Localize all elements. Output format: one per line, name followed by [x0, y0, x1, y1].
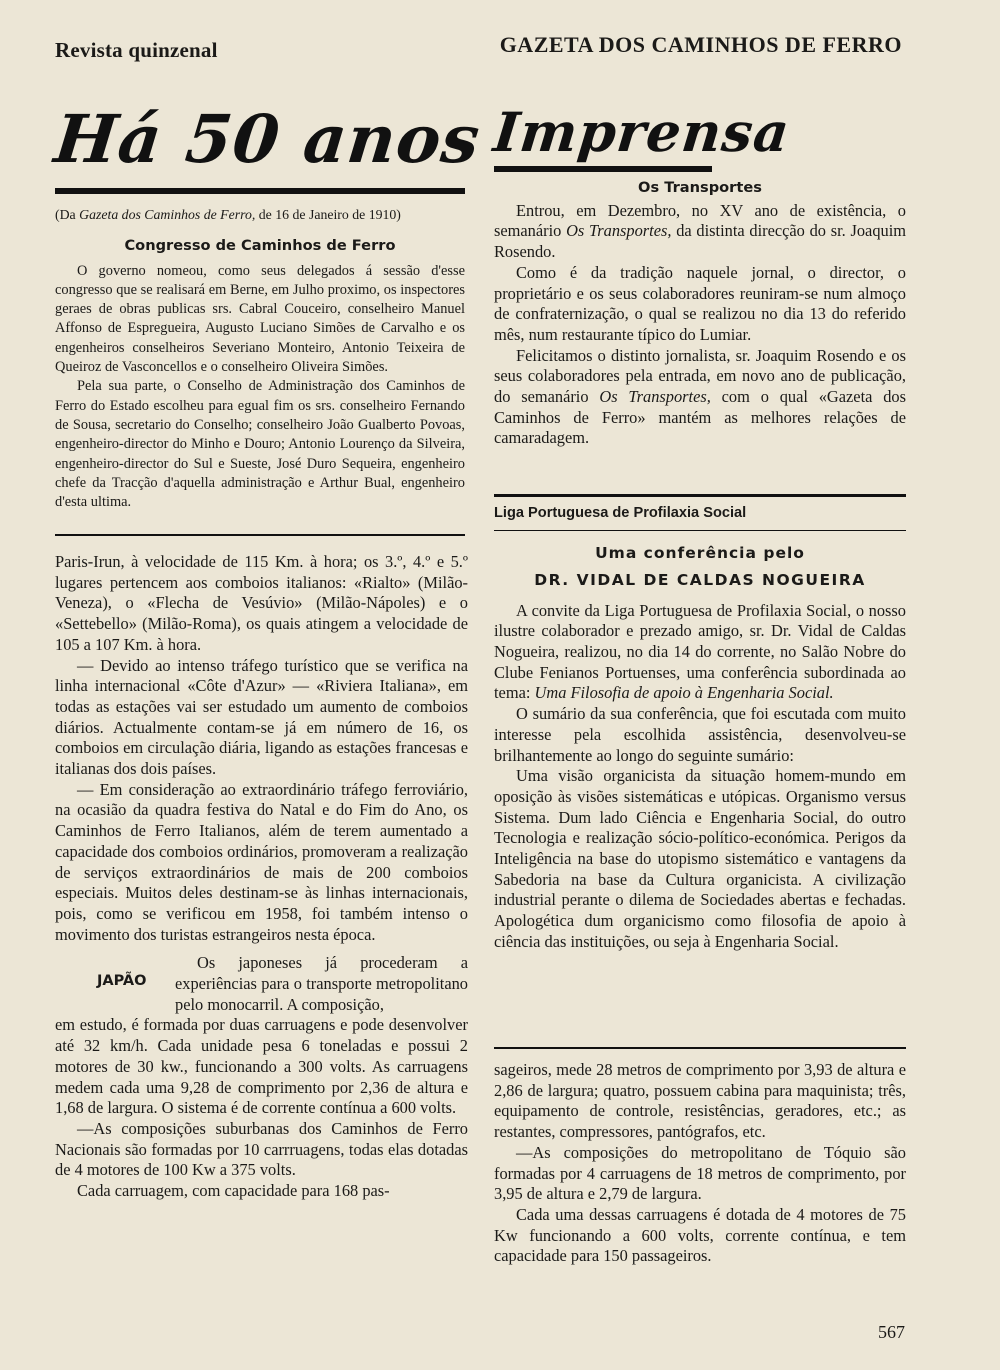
paragraph	[494, 346, 906, 450]
rule-right-title	[494, 166, 712, 172]
heading-os-transportes: Os Transportes	[638, 179, 762, 196]
title-imprensa: Imprensa	[490, 100, 793, 164]
paragraph: Pela sua parte, o Conselho de Administração dos Caminhos de Ferro do Estado escolheu para egual fim os srs. conselheiro Fernando de Sousa, secretario do Conselho; conselheiro João Gualberto Povoas, engenheiro-director do Minho e Douro; Antonio Lourenço da Silveira, engenheiro-director do Sul e Sueste, José Duro Sequeira, engenheiro chefe da Tracção d'aquella administração e Arthur Bual, engenheiro d'esta ultima.	[55, 378, 465, 511]
paragraph: Uma visão organicista da situação homem-mundo em oposição às visões sistemáticas e utópicas. Organismo versus Sistema. Dum lado Ciência e Engenharia Social, do outro Tecnologia e realização sócio-político-económica. Perigos da Inteligência na base do utopismo sistemático e vantagens da Sabedoria na base da Cultura organicista. A civilização industrial perante o dilema de Sociedades abertas e fechadas. Apologética dum organicismo como filosofia de apoio à ciência das instituições, ou seja à Engenharia Social.	[494, 766, 906, 951]
left-bottom-article	[55, 552, 468, 1202]
text: com o qual «Gazeta dos Caminhos de Ferro» mantém as melhores relações de camaradagem.	[494, 387, 906, 448]
japao-block	[55, 953, 468, 1015]
source-italic: Gazeta dos Caminhos de Ferro,	[79, 207, 256, 222]
paragraph: Paris-Irun, à velocidade de 115 Km. à hora; os 3.º, 4.º e 5.º lugares pertencem aos comboios italianos: «Rialto» (Milão-Veneza), o «Flecha de Vesúvio» (Milão-Nápoles) e o «Settebello» (Milão-Roma), os quais atingem a velocidade de 105 a 107 Km. à hora.	[55, 552, 468, 654]
paragraph: —As composições do metropolitano de Tóquio são formadas por 4 carruagens de 18 metros de comprimento, por 3,95 de altura e 2,79 de largura.	[494, 1142, 906, 1204]
paragraph	[494, 601, 906, 705]
paragraph: Como é da tradição naquele jornal, o director, o proprietário e os seus colaboradores reuniram-se num almoço de confraternização, o qual se realizou no dia 13 do referido mês, num restaurante típico do Lumiar.	[494, 262, 906, 344]
heading-conferencia-1: Uma conferência pelo	[595, 544, 805, 563]
divider-liga	[494, 530, 906, 532]
paragraph	[494, 201, 906, 263]
header-right: GAZETA DOS CAMINHOS DE FERRO	[499, 32, 902, 57]
paragraph: — Em consideração ao extraordinário tráfego ferroviário, na ocasião da quadra festiva do Natal e do Fim do Ano, os Caminhos de Ferro Italianos, além de terem aumentado a capacidade dos comboios ordinários, promoveram a realização de serviços extraordinários de mais de 200 comboios especiais. Muitos deles destinam-se às linhas internacionais, pois, como se verificou em 1958, foi também intenso o movimento dos turistas estrangeiros nesta época.	[55, 779, 468, 944]
title-ha-50-anos: Há 50 anos	[50, 100, 484, 178]
divider-right-2	[494, 1047, 906, 1049]
header-left: Revista quinzenal	[55, 38, 218, 62]
text: Felicitamos o distinto jornalista, sr. Joaquim Rosendo e os seus colaboradores pela entrada, em novo ano de publicação, do semanário	[494, 345, 906, 407]
rule-left-title	[55, 188, 465, 194]
right-top-article	[494, 178, 906, 449]
paragraph: —As composições suburbanas dos Caminhos de Ferro Nacionais são formadas por 10 carrruagens, todas elas dotadas de 4 motores de 100 Kw a 375 volts.	[55, 1118, 468, 1180]
right-mid-article	[494, 503, 906, 953]
paragraph: O governo nomeou, como seus delegados á sessão d'esse congresso que se realisará em Berne, em Julho proximo, os inspectores geraes de obras publicas srs. Cabral Couceiro, conselheiro Manuel Affonso de Espregueira, Augusto Luciano Simões de Carvalho e os engenheiros conselheiros Severiano Monteiro, Antonio Teixeira de Queiroz de Vasconcellos e o conselheiro Oliveira Simões.	[55, 262, 465, 376]
heading-conferencia-2: DR. VIDAL DE CALDAS NOGUEIRA	[534, 570, 866, 589]
japao-label: JAPÃO	[97, 973, 147, 990]
page-number: 567	[878, 1322, 905, 1342]
text: da distinta direcção do sr. Joaquim Rosendo.	[494, 221, 907, 262]
paragraph: — Devido ao intenso tráfego turístico que se verifica na linha internacional «Côte d'Azur» — «Riviera Italiana», em todas as estações vai ser estudado um aumento de comboios diários. Actualmente contam-se já em número de 16, os comboios em circulação diária, ligando as estações francesas e italianas dos dois países.	[55, 655, 468, 779]
text-italic: Os Transportes,	[566, 221, 672, 241]
text-italic: Uma Filosofia de apoio à Engenharia Social.	[534, 683, 834, 703]
paragraph: sageiros, mede 28 metros de comprimento por 3,93 de altura e 2,86 de largura; quatro, possuem cabina para maquinista; três, equipamento de controle, resistências, geradores, etc.; as restantes, compressores, pantógrafos, etc.	[494, 1060, 906, 1142]
source-prefix: (Da	[55, 207, 80, 222]
right-bottom-article	[494, 1060, 906, 1267]
paragraph: O sumário da sua conferência, que foi escutada com muito interesse pela escolhida assistência, desenvolveu-se brilhantemente ao longo do seguinte sumário:	[494, 704, 906, 765]
source-line	[55, 205, 465, 224]
section-liga: Liga Portuguesa de Profilaxia Social	[494, 505, 747, 521]
divider-right-1	[494, 494, 906, 497]
text: A convite da Liga Portuguesa de Profilaxia Social, o nosso ilustre colaborador e prezado amigo, sr. Dr. Vidal de Caldas Nogueira, realizou, no dia 14 do corrente, no Salão Nobre do Clube Fenianos Portuenses, uma conferência subordinada ao tema:	[494, 600, 906, 703]
paragraph: Cada uma dessas carruagens é dotada de 4 motores de 75 Kw funcionando a 600 volts, corrente contínua, e tem capacidade para 150 passageiros.	[494, 1204, 906, 1266]
heading-congresso: Congresso de Caminhos de Ferro	[124, 237, 396, 255]
divider-left	[55, 534, 465, 536]
text-italic: Os Transportes,	[599, 387, 711, 407]
source-suffix: de 16 de Janeiro de 1910)	[255, 207, 401, 222]
japao-side-text: Os japoneses já procederam a experiências para o transporte metropolitano pelo monocarril. A composição,	[175, 953, 468, 1014]
text: Entrou, em Dezembro, no XV ano de existência, o semanário	[494, 200, 906, 241]
paragraph: em estudo, é formada por duas carruagens e pode desenvolver até 32 km/h. Cada unidade pesa 6 toneladas e possui 2 motores de 30 kw., funcionando a 300 volts. As carruagens medem cada uma 9,28 de comprimento por 2,36 de altura e 1,68 de largura. O sistema é de corrente contínua a 600 volts.	[55, 1015, 468, 1118]
left-top-article	[55, 205, 465, 512]
paragraph: Cada carruagem, com capacidade para 168 pas-	[77, 1181, 390, 1201]
